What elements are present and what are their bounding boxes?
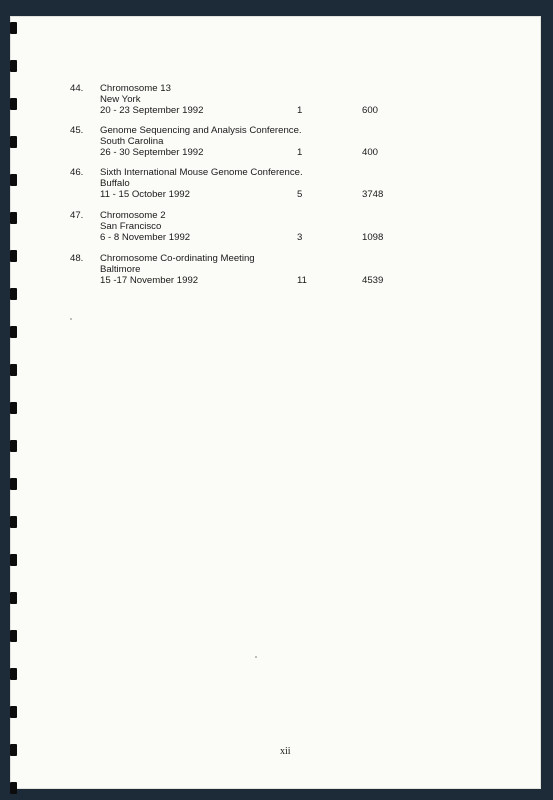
- entry-dates: 6 - 8 November 1992: [100, 231, 191, 243]
- punch-hole: [10, 250, 17, 262]
- entry-count-1: 5: [297, 188, 303, 200]
- entry-count-1: 1: [297, 104, 303, 116]
- entry-count-1: 1: [297, 146, 303, 158]
- document-page: [10, 16, 541, 789]
- punch-hole: [10, 174, 17, 186]
- punch-hole: [10, 60, 17, 72]
- entry-number: 44.: [70, 83, 84, 94]
- punch-hole: [10, 668, 17, 680]
- entry-number: 46.: [70, 167, 84, 178]
- entry-title: Chromosome 13: [100, 83, 171, 94]
- punch-hole: [10, 630, 17, 642]
- punch-hole: [10, 212, 17, 224]
- punch-hole: [10, 592, 17, 604]
- punch-hole: [10, 98, 17, 110]
- punch-hole: [10, 22, 17, 34]
- entry-count-2: 3748: [362, 188, 384, 200]
- punch-hole: [10, 782, 17, 794]
- punch-hole: [10, 136, 17, 148]
- punch-hole: [10, 554, 17, 566]
- entry-location: New York: [100, 93, 141, 105]
- punch-hole: [10, 478, 17, 490]
- entry-title: Chromosome Co-ordinating Meeting: [100, 253, 255, 264]
- entry-count-2: 1098: [362, 231, 384, 243]
- entry-count-2: 400: [362, 146, 379, 158]
- entry-location: Buffalo: [100, 177, 130, 189]
- scan-speck: [70, 318, 72, 320]
- page-number: xii: [280, 746, 291, 757]
- entry-dates: 15 -17 November 1992: [100, 274, 199, 286]
- entry-number: 48.: [70, 253, 84, 264]
- punch-hole: [10, 706, 17, 718]
- punch-hole: [10, 440, 17, 452]
- entry-dates: 11 - 15 October 1992: [100, 188, 190, 200]
- entry-location: South Carolina: [100, 135, 164, 147]
- punch-hole: [10, 326, 17, 338]
- punch-hole: [10, 364, 17, 376]
- entry-number: 45.: [70, 125, 84, 136]
- entry-location: Baltimore: [100, 263, 141, 275]
- entry-title: Genome Sequencing and Analysis Conference.: [100, 125, 302, 136]
- entry-count-2: 4539: [362, 274, 384, 286]
- entry-location: San Francisco: [100, 220, 162, 232]
- entry-title: Chromosome 2: [100, 210, 166, 221]
- entry-title: Sixth International Mouse Genome Conference.: [100, 167, 303, 178]
- entry-count-1: 11: [297, 274, 307, 286]
- entry-count-2: 600: [362, 104, 379, 116]
- punch-hole: [10, 288, 17, 300]
- entry-dates: 20 - 23 September 1992: [100, 104, 204, 116]
- punch-hole: [10, 516, 17, 528]
- punch-hole: [10, 402, 17, 414]
- scan-speck: [255, 656, 257, 658]
- entry-dates: 26 - 30 September 1992: [100, 146, 204, 158]
- entry-count-1: 3: [297, 231, 303, 243]
- punch-hole: [10, 744, 17, 756]
- entry-number: 47.: [70, 210, 84, 221]
